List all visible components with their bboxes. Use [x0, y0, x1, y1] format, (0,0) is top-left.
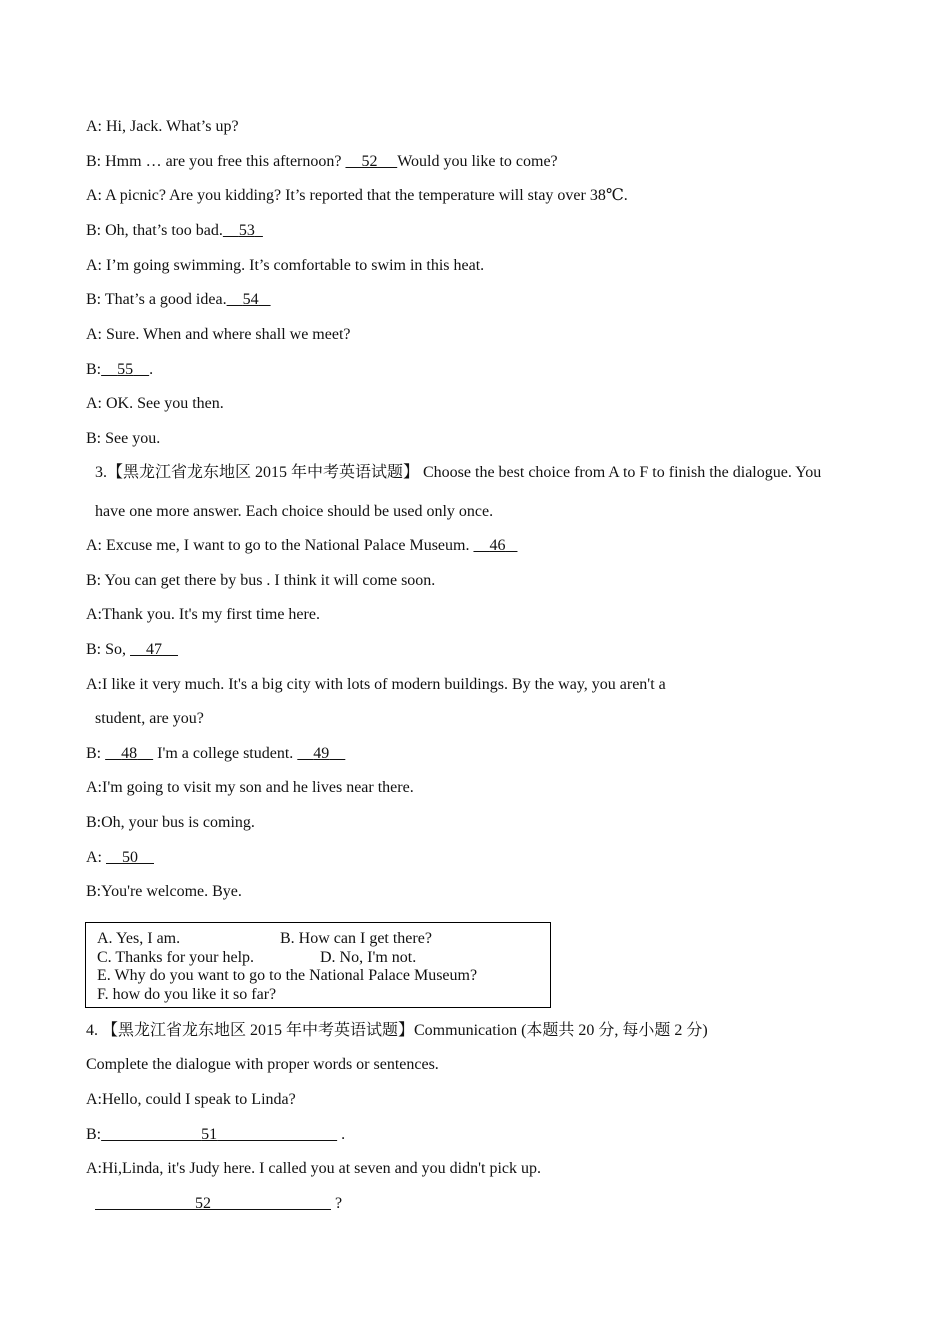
answer-blank: 52 [195, 1195, 211, 1212]
dialogue-line: A:Hi,Linda, it's Judy here. I called you at seven and you didn't pick up. [86, 1160, 541, 1177]
dialogue-line: B: 51 . [86, 1126, 346, 1143]
answer-blank: 53 [238, 222, 255, 239]
answer-blank: 50 [122, 849, 138, 866]
dialogue-line: B: See you. [86, 430, 161, 447]
dialogue-line: A: Excuse me, I want to go to the National Palace Museum. 46 [86, 536, 517, 556]
option-e: E. Why do you want to go to the National Palace Museum? [97, 967, 478, 984]
section-heading: 4. 【黑龙江省龙东地区 2015 年中考英语试题】Communication (本题共 20 分, 每小题 2 分) [86, 1022, 708, 1039]
dialogue-line: A: Hi, Jack. What’s up? [86, 118, 239, 135]
option-c: C. Thanks for your help. [97, 949, 255, 966]
answer-blank: 46 [489, 537, 506, 554]
option-f: F. how do you like it so far? [97, 986, 277, 1003]
dialogue-line: B:Oh, your bus is coming. [86, 814, 255, 831]
answer-blank: 49 [313, 745, 330, 762]
dialogue-line: 52 ? [95, 1194, 342, 1214]
dialogue-line: B: You can get there by bus . I think it will come soon. [86, 572, 436, 589]
dialogue-line: A: Sure. When and where shall we meet? [86, 326, 351, 343]
option-a: A. Yes, I am. [97, 930, 181, 947]
dialogue-line: B: So, 47 [86, 640, 178, 660]
dialogue-line: B: Oh, that’s too bad. 53 [86, 221, 263, 241]
section-heading-continued: have one more answer. Each choice should be used only once. [95, 503, 494, 520]
answer-blank: 55 [117, 361, 134, 378]
option-d: D. No, I'm not. [320, 949, 417, 966]
answer-blank: 48 [121, 745, 138, 762]
options-box [85, 922, 551, 1008]
option-b: B. How can I get there? [280, 930, 432, 947]
answer-blank: 52 [361, 153, 378, 170]
dialogue-line: A:Hello, could I speak to Linda? [86, 1091, 296, 1108]
dialogue-line: B:You're welcome. Bye. [86, 883, 242, 900]
dialogue-line: B: 55 . [86, 361, 154, 378]
answer-blank: 47 [146, 641, 163, 658]
dialogue-line: A: 50 [86, 848, 154, 868]
dialogue-line: B: Hmm … are you free this afternoon? 52 Would you like to come? [86, 153, 558, 170]
dialogue-line: B: 48 I'm a college student. 49 [86, 744, 345, 764]
dialogue-line: A: I’m going swimming. It’s comfortable to swim in this heat. [86, 257, 485, 274]
answer-blank: 51 [201, 1126, 218, 1143]
section-heading: 3.【黑龙江省龙东地区 2015 年中考英语试题】 Choose the best choice from A to F to finish the dialogue. You [95, 464, 822, 481]
dialogue-line: A: A picnic? Are you kidding? It’s reported that the temperature will stay over 38℃. [86, 187, 628, 204]
dialogue-line: A:Thank you. It's my first time here. [86, 606, 320, 623]
answer-blank: 54 [242, 291, 259, 308]
dialogue-line: A: OK. See you then. [86, 395, 224, 412]
dialogue-line: A:I like it very much. It's a big city with lots of modern buildings. By the way, you aren't a [86, 676, 666, 693]
section-instruction: Complete the dialogue with proper words or sentences. [86, 1056, 439, 1073]
dialogue-line-continued: student, are you? [95, 710, 204, 727]
dialogue-line: A:I'm going to visit my son and he lives near there. [86, 779, 414, 796]
dialogue-line: B: That’s a good idea. 54 [86, 290, 271, 310]
